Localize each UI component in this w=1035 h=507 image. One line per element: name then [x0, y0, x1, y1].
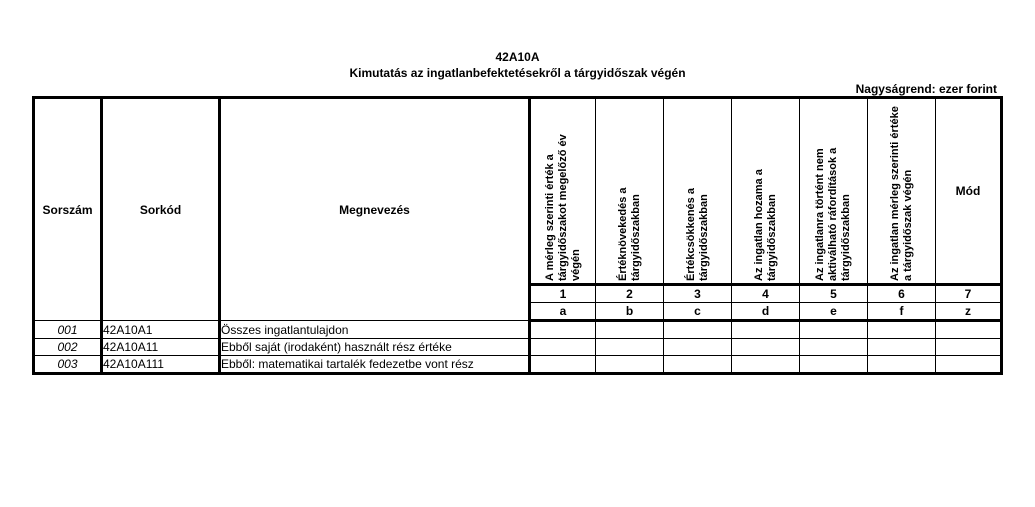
report-table — [32, 96, 1003, 375]
cell-input[interactable] — [868, 356, 936, 374]
cell-input[interactable] — [530, 321, 596, 339]
report-title: Kimutatás az ingatlanbefektetésekről a tárgyidőszak végén — [349, 66, 686, 80]
row-sorszam: 003 — [34, 356, 102, 374]
header-sorkod: Sorkód — [102, 98, 220, 321]
row-megnevezes: Ebből: matematikai tartalék fedezetbe vont rész — [220, 356, 530, 374]
table-row — [34, 339, 1002, 356]
cell-input[interactable] — [732, 321, 800, 339]
col-num-3: 3 — [664, 285, 732, 303]
cell-input[interactable] — [596, 339, 664, 356]
cell-input[interactable] — [664, 339, 732, 356]
cell-input[interactable] — [732, 356, 800, 374]
header-col-4: Az ingatlan hozama a tárgyidőszakban — [732, 98, 800, 285]
header-col-2: Értéknövekedés a tárgyidőszakban — [596, 98, 664, 285]
cell-input[interactable] — [596, 356, 664, 374]
cell-input[interactable] — [936, 356, 1002, 374]
cell-input[interactable] — [936, 339, 1002, 356]
cell-input[interactable] — [530, 339, 596, 356]
cell-input[interactable] — [868, 321, 936, 339]
col-letter-b: b — [596, 303, 664, 321]
unit-label: Nagyságrend: ezer forint — [855, 82, 997, 96]
row-sorkod: 42A10A1 — [102, 321, 220, 339]
col-letter-d: d — [732, 303, 800, 321]
row-sorkod: 42A10A11 — [102, 339, 220, 356]
cell-input[interactable] — [800, 356, 868, 374]
col-num-4: 4 — [732, 285, 800, 303]
col-num-7: 7 — [936, 285, 1002, 303]
cell-input[interactable] — [530, 356, 596, 374]
header-sorszam: Sorszám — [34, 98, 102, 321]
header-megnevezes: Megnevezés — [220, 98, 530, 321]
header-col-6: Az ingatlan mérleg szerinti értéke a tárgyidőszak végén — [868, 98, 936, 285]
header-col-mod: Mód — [936, 98, 1002, 285]
cell-input[interactable] — [732, 339, 800, 356]
col-num-5: 5 — [800, 285, 868, 303]
row-sorszam: 002 — [34, 339, 102, 356]
header-col-1: A mérleg szerinti érték a tárgyidőszakot megelőző év végén — [530, 98, 596, 285]
col-letter-c: c — [664, 303, 732, 321]
cell-input[interactable] — [800, 339, 868, 356]
header-col-5: Az ingatlanra történt nem aktiválható ráfordítások a tárgyidőszakban — [800, 98, 868, 285]
row-megnevezes: Ebből saját (irodaként) használt rész értéke — [220, 339, 530, 356]
col-letter-e: e — [800, 303, 868, 321]
col-num-1: 1 — [530, 285, 596, 303]
col-letter-z: z — [936, 303, 1002, 321]
cell-input[interactable] — [664, 356, 732, 374]
row-sorszam: 001 — [34, 321, 102, 339]
col-letter-a: a — [530, 303, 596, 321]
col-letter-f: f — [868, 303, 936, 321]
report-code: 42A10A — [495, 50, 540, 64]
cell-input[interactable] — [664, 321, 732, 339]
col-num-6: 6 — [868, 285, 936, 303]
table-row — [34, 321, 1002, 339]
row-megnevezes: Összes ingatlantulajdon — [220, 321, 530, 339]
cell-input[interactable] — [936, 321, 1002, 339]
cell-input[interactable] — [596, 321, 664, 339]
col-num-2: 2 — [596, 285, 664, 303]
header-col-3: Értékcsökkenés a tárgyidőszakban — [664, 98, 732, 285]
cell-input[interactable] — [868, 339, 936, 356]
row-sorkod: 42A10A111 — [102, 356, 220, 374]
cell-input[interactable] — [800, 321, 868, 339]
table-row — [34, 356, 1002, 374]
